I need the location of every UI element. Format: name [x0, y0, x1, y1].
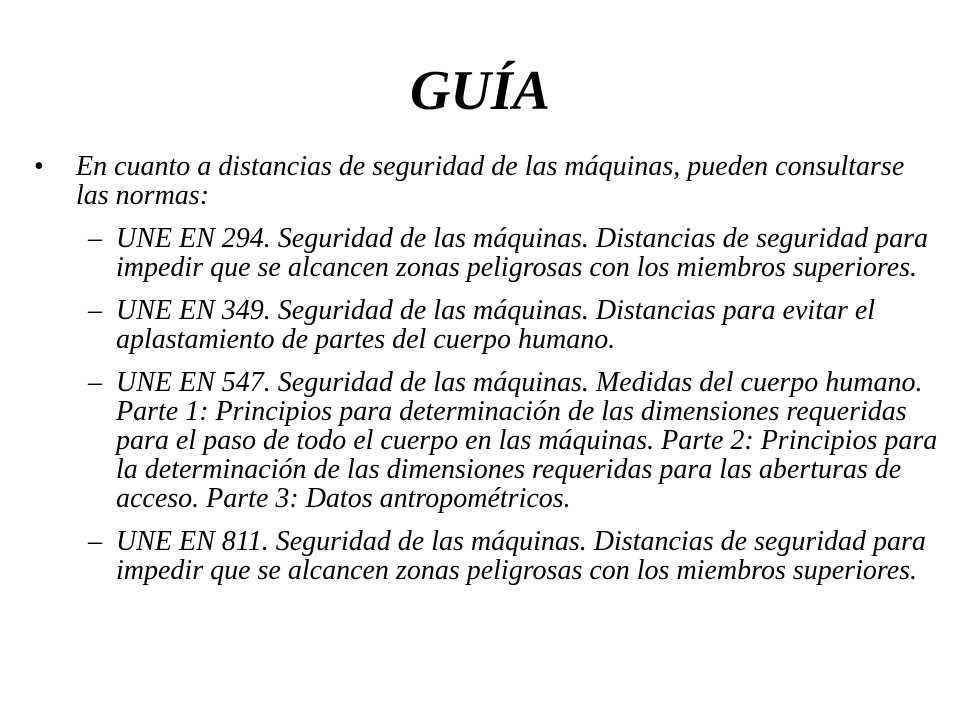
slide-title: GUÍA [409, 60, 551, 122]
sub-item-une-en-811 [30, 527, 940, 585]
slide-body [30, 152, 940, 599]
bullet-item [30, 152, 940, 210]
sub-item-text: UNE EN 294. Seguridad de las máquinas. Distancias de seguridad para impedir que se alcancen zonas peligrosas con los miembros superiores. [116, 223, 928, 283]
dash-marker: – [88, 295, 102, 326]
sub-item-une-en-349 [30, 296, 940, 354]
dash-marker: – [88, 367, 102, 398]
sub-item-text: UNE EN 547. Seguridad de las máquinas. Medidas del cuerpo humano. Parte 1: Principios para determinación de las dimensiones requeridas para el paso de todo el cuerpo en las máquinas. Parte 2: Principios para la determinación de las dimensiones requeridas para las aberturas de acceso. Parte 3: Datos antropométricos. [116, 367, 938, 514]
dash-marker: – [88, 223, 102, 254]
sub-item-text: UNE EN 349. Seguridad de las máquinas. Distancias para evitar el aplastamiento de partes del cuerpo humano. [116, 295, 876, 355]
dash-marker: – [88, 526, 102, 557]
sub-item-une-en-547 [30, 368, 940, 513]
sub-list [30, 224, 940, 585]
sub-item-text: UNE EN 811. Seguridad de las máquinas. Distancias de seguridad para impedir que se alcancen zonas peligrosas con los miembros superiores. [116, 526, 926, 586]
bullet-text: En cuanto a distancias de seguridad de las máquinas, pueden consultarse las normas: [76, 151, 905, 211]
bullet-marker: • [34, 151, 44, 182]
sub-item-une-en-294 [30, 224, 940, 282]
